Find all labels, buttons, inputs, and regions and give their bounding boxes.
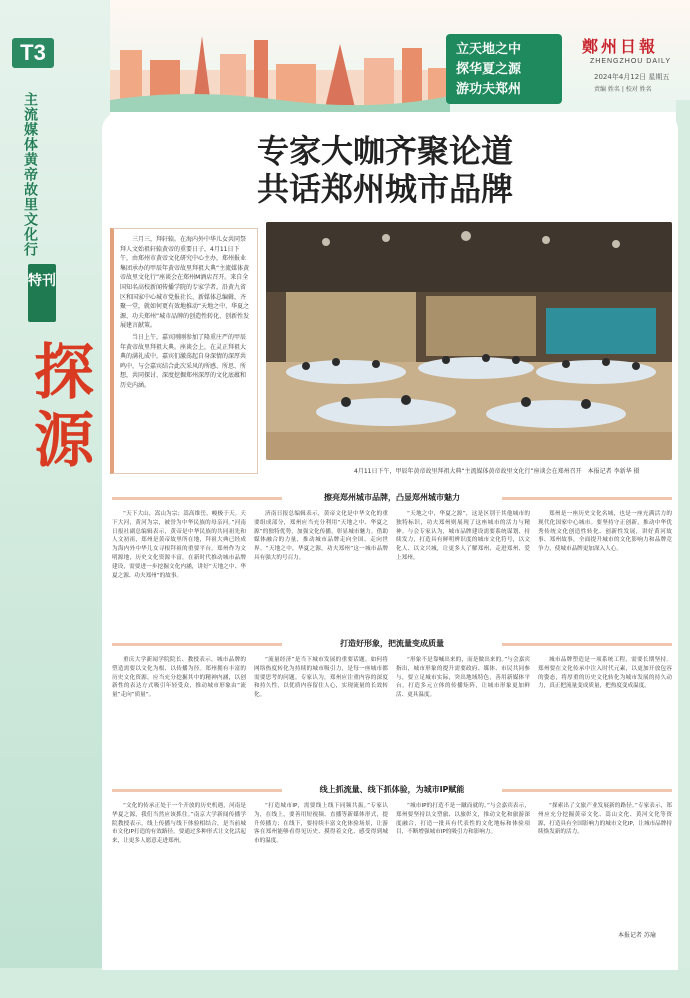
article-column	[538, 802, 672, 926]
bottom-frame	[0, 968, 690, 998]
section-columns	[112, 656, 672, 774]
slogan	[456, 40, 560, 100]
issue-date: 2024年4月12日 星期五	[594, 73, 670, 81]
city-skyline-illustration	[110, 30, 450, 112]
section-vertical-title: 主流媒体黄帝故里文化行	[22, 92, 38, 257]
article-column	[254, 656, 388, 774]
section-title: 线上抓流量、线下抓体验，为城市IP赋能	[282, 782, 502, 798]
section-header	[112, 490, 672, 506]
section-title: 擦亮郑州城市品牌，凸显郑州城市魅力	[282, 490, 502, 506]
feature-title: 探源	[24, 340, 94, 476]
article-column	[112, 656, 246, 774]
right-frame	[676, 100, 690, 998]
section-header	[112, 782, 672, 798]
paragraph: “形象不是靠喊出来的，而是做出来的。”与会嘉宾指出，城市形象的提升需要政府、媒体、市民共同参与，要立足城市实际，突出地域特色，善用新媒体平台，打造多元立体的传播矩阵，让城市形象更加鲜活、更具温度。	[396, 657, 530, 699]
headline-line: 专家大咖齐聚论道	[256, 132, 513, 170]
article-column	[396, 510, 530, 628]
lead-paragraph: 三月三，拜轩辕。在海内外中华儿女共同祭拜人文始祖轩辕黄帝的重要日子，4月11日下午，由郑州市黄帝文化研究中心主办，郑州报业集团承办的甲辰年黄帝故里拜祖大典“主流媒体黄帝故里文化行”座谈会在郑州M酒店召开。来自全国知名高校新闻传播学院的专家学者，沿黄九省区和国家中心城市党报社长、新媒体总编辑，齐聚一堂，就如何更有效地推动“天地之中、华夏之源、功夫郑州”城市品牌的创造性转化、创新性发展建言献策。	[120, 236, 250, 330]
page-number-badge: T3	[12, 38, 54, 68]
headline	[200, 132, 570, 208]
editor-line: 责编 姓名 | 校对 姓名	[594, 86, 652, 93]
left-frame	[0, 0, 110, 998]
paragraph: 重庆大学新闻学院院长、教授表示，城市品牌的塑造需要以文化为根、以传播为径。郑州拥有丰富的历史文化资源，应当充分挖掘其中的精神内涵，以创新性的表达方式吸引年轻受众，推动城市形象由“流量”走向“质量”。	[112, 657, 246, 699]
paragraph: “天下大山，嵩山为宗；嵩高维岳，峻极于天。天下大河，黄河为宗，被誉为中华民族的母亲河。”河南日报社副总编辑表示，黄帝是中华民族的共同祖先和人文初祖，郑州是黄帝故里所在地，拜祖大典已经成为海内外中华儿女寻根拜祖的重要平台。郑州作为文明源地，历史文化资源丰富，在新时代推动城市品牌建设，需要进一步挖掘文化内涵，讲好“天地之中、华夏之源、功夫郑州”的故事。	[112, 511, 246, 579]
headline-line: 共话郑州城市品牌	[256, 170, 513, 208]
section-columns	[112, 510, 672, 628]
article-column	[538, 656, 672, 774]
byline: 本报记者 苏瑜	[618, 932, 656, 939]
slogan-line: 立天地之中	[456, 42, 522, 57]
paragraph: “文化的传承正处于一个开放的历史机遇，河南是华夏之源，我们当然应该抓住。”南京大学新闻传播学院教授表示，线上传播与线下体验相结合，是当前城市文化IP打造的有效路径。要通过多种形式让文化活起来，让更多人愿意走进郑州。	[112, 803, 246, 845]
section-header	[112, 636, 672, 652]
conference-photo	[266, 222, 672, 460]
section-columns	[112, 802, 672, 926]
paragraph: 城市品牌塑造是一项系统工程，需要长期坚持。郑州要在文化传承中注入时代元素，以更加开放包容的姿态，将厚重的历史文化转化为城市发展的持久动力，真正把流量变成质量，把热度变成温度。	[538, 657, 672, 690]
slogan-line: 探华夏之源	[456, 62, 522, 77]
special-issue-tag: 特刊	[28, 264, 56, 322]
article-column	[538, 510, 672, 628]
article-column	[112, 802, 246, 926]
paragraph: 郑州是一座历史文化名城，也是一座充满活力的现代化国家中心城市。要坚持守正创新，推动中华优秀传统文化创造性转化、创新性发展，讲好黄河故事、郑州故事，全面提升城市的文化影响力和品牌竞争力，使城市品牌更加深入人心。	[538, 511, 672, 553]
newspaper-logo-en: ZHENGZHOU DAILY	[590, 58, 671, 65]
paragraph: “打造城市IP，需要线上线下同频共振。”专家认为，在线上，要善用短视频、直播等新媒体形式，提升传播力；在线下，要持续丰富文化体验场景，让游客在郑州能够看得见历史、摸得着文化、感受得到城市的温度。	[254, 803, 388, 845]
article-column	[396, 656, 530, 774]
paragraph: “探索出了文旅产业发展新的路径。”专家表示，郑州应充分挖掘黄帝文化、嵩山文化、黄河文化等资源，打造具有全国影响力的城市文化IP，让城市品牌持续焕发新的活力。	[538, 803, 672, 836]
slogan-line: 游功夫郑州	[456, 82, 522, 97]
article-column	[112, 510, 246, 628]
photo-caption: 4月11日下午，甲辰年黄帝故里拜祖大典“主流媒体黄帝故里文化行”座谈会在郑州召开 本报记者 李新华 摄	[354, 468, 640, 475]
lead-box	[110, 228, 258, 474]
paragraph: 济南日报总编辑表示，黄帝文化是中华文化的重要组成部分，郑州应当充分利用“天地之中、华夏之源”的独特优势，加强文化传播，彰显城市魅力。借助媒体融合的力量，推动城市品牌走向全国、走向世界。“天地之中，华夏之源，功夫郑州”这一城市品牌具有强大的号召力。	[254, 511, 388, 561]
paragraph: “天地之中，华夏之源”，这是区别于其他城市的独特标识，功夫郑州则展现了这座城市的活力与精神。与会专家认为，城市品牌建设需要系统谋划、持续发力，打造具有鲜明辨识度的城市文化符号，以文化人、以文兴城，让更多人了解郑州、走进郑州、爱上郑州。	[396, 511, 530, 561]
article-column	[254, 510, 388, 628]
newspaper-logo: 鄭州日報	[582, 37, 659, 56]
article-column	[254, 802, 388, 926]
paragraph: “流量经济”是当下城市发展的重要话题。如何将网络热度转化为持续的城市吸引力，是每一座城市都需要思考的问题。专家认为，郑州应注重内容的深度和持久性，以优质内容留住人心，实现流量的长效转化。	[254, 657, 388, 699]
article-column	[396, 802, 530, 926]
paragraph: “城市IP的打造不是一蹴而就的。”与会嘉宾表示，郑州要坚持以文塑旅、以旅彰文，推动文化和旅游深度融合，打造一批具有代表性的文化地标和体验项目，不断增强城市IP的吸引力和影响力。	[396, 803, 530, 836]
lead-paragraph: 当日上午，嘉宾刚刚参加了隆重庄严的甲辰年黄帝故里拜祖大典。座谈会上，在灵正拜祖大典的满礼成中，嘉宾们激荡起自身深情的深厚共鸣中，与会嘉宾结合此次采风的所感、所思、所想，共同探讨、深度挖掘郑州深厚的文化底蕴和历史内涵。	[120, 333, 247, 389]
section-title: 打造好形象，把流量变成质量	[282, 636, 502, 652]
